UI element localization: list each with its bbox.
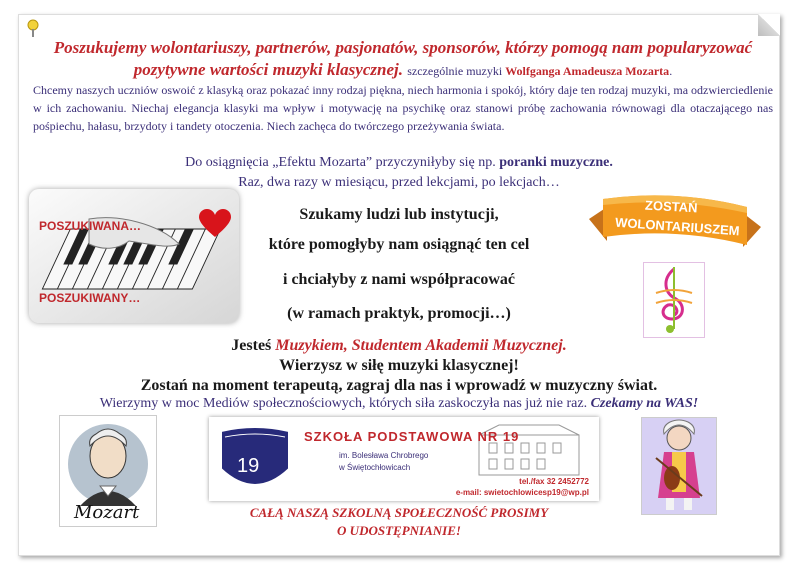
piano-label-top: POSZUKIWANA… [39, 219, 141, 233]
appeal-line-4-text: Wierzymy w moc Mediów społecznościowych, których siła zaskoczyła nas już nie raz. [99, 396, 588, 411]
mozart-effect-lead: Do osiągnięcia „Efektu Mozarta” przyczyniłyby się np. [185, 155, 496, 170]
headline-tail: szczególnie muzyki [407, 64, 503, 78]
appeal-line-4 [19, 396, 779, 412]
appeal-line-3: Zostań na moment terapeutą, zagraj dla nas i wprowadź w muzyczny świat. [140, 377, 658, 394]
appeal-jestes: Jesteś [231, 337, 272, 354]
page-curl [758, 14, 780, 36]
piano-image-card [29, 189, 239, 323]
appeal-who: Muzykiem, Studentem Akademii Muzycznej. [275, 337, 567, 354]
mozart-effect-line [19, 155, 779, 171]
poster-page [18, 14, 780, 556]
headline-main: Poszukujemy wolontariuszy, partnerów, pasjonatów, sponsorów, którzy pomogą nam popularyzować pozytywne wartości muzyki klasycznej. [53, 38, 753, 79]
banner-line-1: ZOSTAŃ [644, 197, 698, 216]
footer-line-2: O UDOSTĘPNIANIE! [337, 523, 461, 538]
school-phone: tel./fax 32 2452772 [519, 477, 589, 486]
seek-line-2: które pomogłyby nam osiągnąć ten cel [268, 236, 530, 253]
pushpin-icon [25, 19, 41, 39]
seek-line-1: Szukamy ludzi lub instytucji, [299, 206, 499, 223]
violinist-illustration [641, 417, 717, 515]
mozart-effect-line2: Raz, dwa razy w miesiącu, przed lekcjami, po lekcjach… [238, 175, 560, 190]
seek-line-4: (w ramach praktyk, promocji…) [287, 305, 511, 322]
headline-composer: Wolfganga Amadeusza Mozarta [505, 64, 670, 78]
piano-label-bottom: POSZUKIWANY… [39, 291, 141, 305]
mozart-signature: Mozart [74, 502, 140, 523]
school-info-card [209, 417, 599, 501]
school-badge-number: 19 [237, 455, 260, 477]
volunteer-banner [585, 189, 765, 259]
appeal-line-1 [19, 337, 779, 355]
school-patron: im. Bolesława Chrobrego [339, 451, 429, 460]
school-city: w Świętochłowicach [339, 463, 411, 472]
appeal-line-2: Wierzysz w siłę muzyki klasycznej! [279, 357, 519, 374]
mozart-portrait [59, 415, 157, 527]
treble-clef-icon [644, 263, 704, 337]
headline [33, 37, 773, 82]
mozart-effect-bold: poranki muzyczne. [499, 155, 613, 170]
school-email: e-mail: swietochlowicesp19@wp.pl [455, 488, 589, 497]
intro-paragraph: Chcemy naszych uczniów oswoić z klasyką oraz pokazać inny rodzaj piękna, niech harmonia i spokój, który daje ten rodzaj muzyki, ma odzwierciedlenie w ich zachowaniu. Niechaj elegancja klasyki ma wpływ i motywację na psychikę oraz stanowi próbę zachowania równowagi dla otaczającego nas pośpiechu, hałasu, brzydoty i tandety otoczenia. Niech zachęca do twórczego przeżywania świata. [33, 83, 773, 133]
appeal-line-4-bold: Czekamy na WAS! [590, 396, 699, 411]
school-name: SZKOŁA PODSTAWOWA NR 19 [304, 429, 520, 444]
seek-line-3: i chciałyby z nami współpracować [283, 271, 515, 288]
banner-line-2: WOLONTARIUSZEM [614, 214, 741, 239]
headline-tail-end: . [669, 64, 673, 78]
treble-clef-image [643, 262, 705, 338]
footer-line-1: CAŁĄ NASZĄ SZKOLNĄ SPOŁECZNOŚĆ PROSIMY [249, 505, 549, 520]
